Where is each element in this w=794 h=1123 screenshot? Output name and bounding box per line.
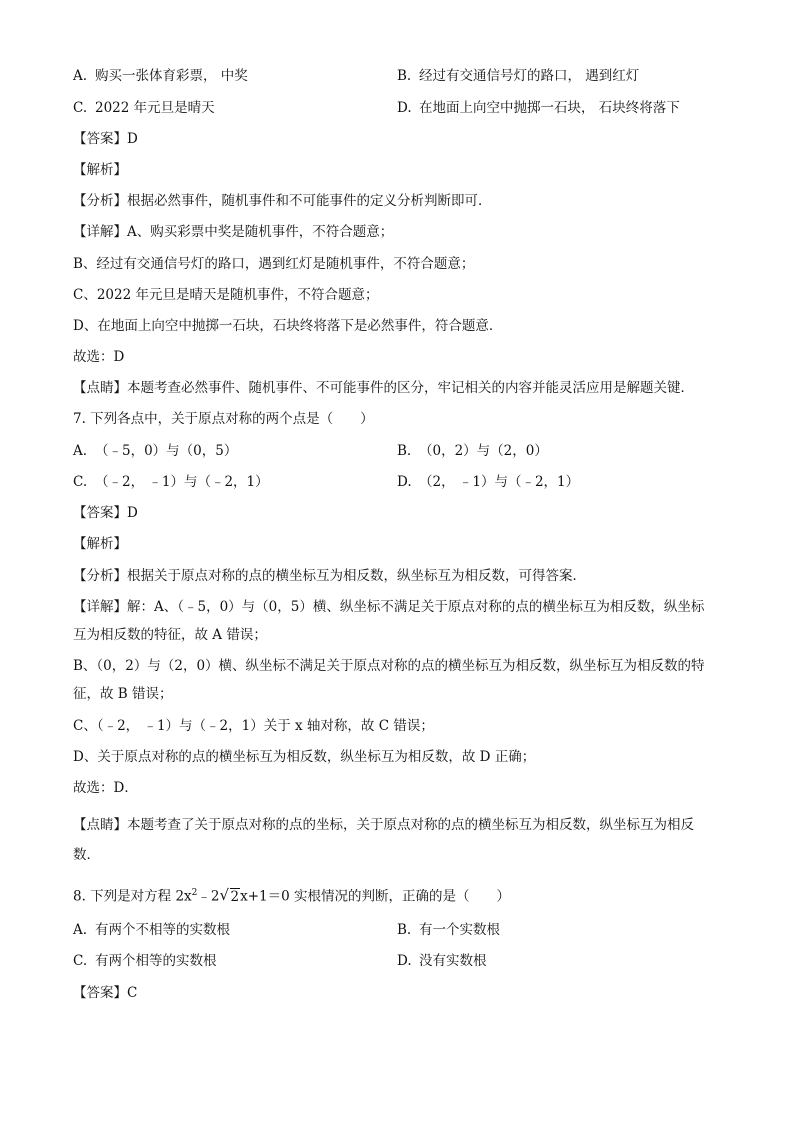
- q7-option-c: C. （﹣2， ﹣1）与（﹣2，1）: [73, 474, 269, 490]
- q7-option-d: D. （2， ﹣1）与（﹣2，1）: [397, 474, 580, 490]
- q7-detail-b-line-2: 征，故 B 错误；: [73, 686, 173, 702]
- q6-option-b: B. 经过有交通信号灯的路口， 遇到红灯: [397, 68, 640, 84]
- q8-answer: 【答案】C: [73, 985, 138, 1001]
- q7-analysis: 【分析】根据关于原点对称的点的横坐标互为相反数，纵坐标互为相反数，可得答案．: [73, 568, 586, 584]
- q6-detail-b: B、经过有交通信号灯的路口，遇到红灯是随机事件，不符合题意；: [73, 256, 475, 272]
- q7-analysis-heading: 【解析】: [73, 536, 127, 552]
- q7-detail-c: C、（﹣2， ﹣1）与（﹣2，1）关于 x 轴对称，故 C 错误；: [73, 718, 434, 734]
- q7-detail-d: D、关于原点对称的点的横坐标互为相反数，纵坐标互为相反数，故 D 正确；: [73, 749, 536, 765]
- q6-key-point: 【点睛】本题考查必然事件、随机事件、不可能事件的区分，牢记相关的内容并能灵活应用是解题关键．: [73, 380, 694, 396]
- q8-option-c: C. 有两个相等的实数根: [73, 953, 217, 969]
- q7-option-b: B. （0，2）与（2，0）: [397, 443, 548, 459]
- sqrt-symbol: √ 2: [221, 887, 241, 907]
- q6-detail-c: C、2022 年元旦是晴天是随机事件，不符合题意；: [73, 287, 379, 303]
- q6-detail-a: 【详解】A、购买彩票中奖是随机事件，不符合题意；: [73, 224, 394, 240]
- q6-option-d: D. 在地面上向空中抛掷一石块， 石块终将落下: [397, 100, 680, 116]
- q6-answer: 【答案】D: [73, 131, 138, 147]
- q8-exponent: 2: [191, 888, 198, 898]
- q7-answer: 【答案】D: [73, 505, 138, 521]
- q8-option-d: D. 没有实数根: [397, 953, 487, 969]
- q6-option-c: C. 2022 年元旦是晴天: [73, 100, 215, 116]
- q7-key-point-line-1: 【点睛】本题考查了关于原点对称的点的坐标，关于原点对称的点的横坐标互为相反数，纵坐标互为相反: [73, 817, 694, 833]
- q7-option-a: A. （﹣5，0）与（0，5）: [73, 443, 238, 459]
- q6-choose: 故选：D: [73, 349, 125, 365]
- q7-choose: 故选：D．: [73, 780, 138, 796]
- q6-analysis: 【分析】根据必然事件，随机事件和不可能事件的定义分析判断即可．: [73, 193, 492, 209]
- q7-key-point-line-2: 数．: [73, 847, 100, 863]
- q7-detail-b-line-1: B、（0，2）与（2，0）横、纵坐标不满足关于原点对称的点的横坐标互为相反数，纵坐标互为相反数的特: [73, 658, 705, 674]
- q8-option-b: B. 有一个实数根: [397, 922, 500, 938]
- q7-detail-a-line-2: 互为相反数的特征，故 A 错误；: [73, 627, 267, 643]
- q6-detail-d: D、在地面上向空中抛掷一石块，石块终将落下是必然事件，符合题意．: [73, 318, 503, 334]
- q8-stem: 8. 下列是对方程 $2x^2﹣2√$ 2x+1＝0 实根情况的判断，正确的是（ ）: [73, 883, 723, 907]
- q6-option-a: A. 购买一张体育彩票， 中奖: [73, 68, 248, 84]
- q7-stem: 7. 下列各点中，关于原点对称的两个点是（ ）: [73, 411, 374, 427]
- q6-analysis-heading: 【解析】: [73, 162, 127, 178]
- q8-option-a: A. 有两个不相等的实数根: [73, 922, 230, 938]
- q7-detail-a-line-1: 【详解】解：A、（﹣5，0）与（0，5）横、纵坐标不满足关于原点对称的点的横坐标互为相反数，纵坐标: [73, 599, 705, 615]
